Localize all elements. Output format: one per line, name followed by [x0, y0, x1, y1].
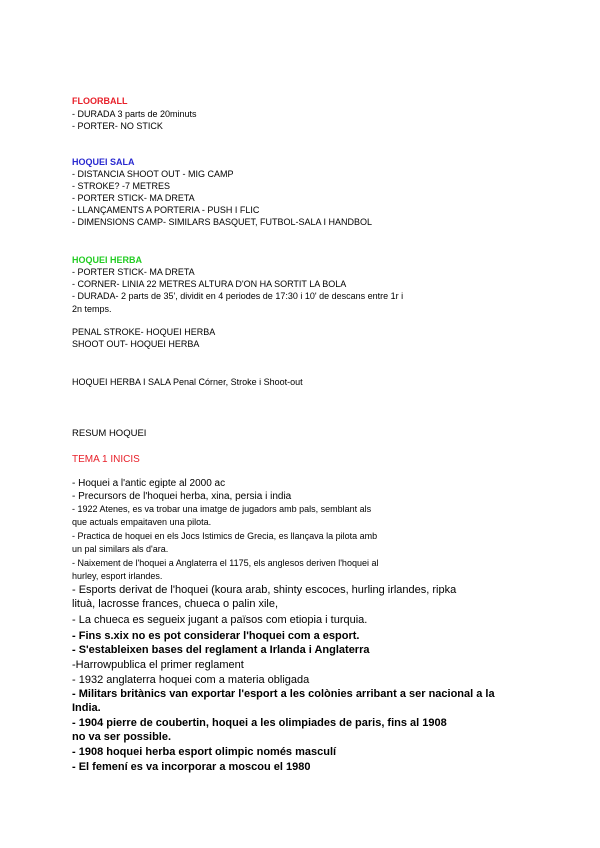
text-line: - DURADA- 2 parts de 35', dividit en 4 periodes de 17:30 i 10' de descans entre 1r i — [72, 291, 404, 301]
text-line: 2n temps. — [72, 304, 112, 314]
text-line: - Fins s.xix no es pot considerar l'hoquei com a esport. — [72, 630, 360, 642]
text-line: - El femení es va incorporar a moscou el 1980 — [72, 761, 311, 773]
text-line: - Hoquei a l'antic egipte al 2000 ac — [72, 478, 226, 489]
text-line: - 1922 Atenes, es va trobar una imatge de jugadors amb pals, semblant als — [72, 504, 372, 514]
text-line: - DISTANCIA SHOOT OUT - MIG CAMP — [72, 169, 234, 179]
text-line: - 1908 hoquei herba esport olimpic només masculí — [72, 746, 337, 758]
text-line: -Harrowpublica el primer reglament — [72, 659, 244, 671]
text-line: - STROKE? -7 METRES — [72, 181, 171, 191]
text-line: - LLANÇAMENTS A PORTERIA - PUSH I FLIC — [72, 205, 260, 215]
section-title-floorball: FLOORBALL — [72, 96, 128, 106]
text-line: - S'estableixen bases del reglament a Irlanda i Anglaterra — [72, 644, 370, 656]
text-line: - Militars britànics van exportar l'esport a les colònies arribant a ser nacional a la — [72, 688, 495, 700]
resum-title: RESUM HOQUEI — [72, 428, 147, 439]
text-line: - La chueca es segueix jugant a països com etiopia i turquia. — [72, 614, 368, 626]
text-line: - PORTER STICK- MA DRETA — [72, 267, 195, 277]
text-line: - Precursors de l'hoquei herba, xina, persia i india — [72, 491, 292, 502]
text-line: - 1904 pierre de coubertin, hoquei a les olimpiades de paris, fins al 1908 — [72, 717, 447, 729]
text-line: - CORNER- LINIA 22 METRES ALTURA D'ON HA SORTIT LA BOLA — [72, 279, 347, 289]
text-line: - 1932 anglaterra hoquei com a materia obligada — [72, 674, 310, 686]
text-line: PENAL STROKE- HOQUEI HERBA — [72, 327, 216, 337]
text-line: - DURADA 3 parts de 20minuts — [72, 109, 197, 119]
text-line: India. — [72, 702, 101, 714]
text-line: - Naixement de l'hoquei a Anglaterra el 1175, els anglesos deriven l'hoquei al — [72, 558, 379, 568]
text-line: hurley, esport irlandes. — [72, 571, 163, 581]
text-line: - PORTER STICK- MA DRETA — [72, 193, 195, 203]
text-line: - DIMENSIONS CAMP- SIMILARS BASQUET, FUTBOL-SALA I HANDBOL — [72, 217, 373, 227]
text-line: - Esports derivat de l'hoquei (koura arab, shinty escoces, hurling irlandes, ripka — [72, 584, 457, 596]
text-line: SHOOT OUT- HOQUEI HERBA — [72, 339, 200, 349]
section-title-hoquei-sala: HOQUEI SALA — [72, 157, 135, 167]
tema-title: TEMA 1 INICIS — [72, 454, 140, 465]
text-line: lituà, lacrosse frances, chueca o palin xile, — [72, 598, 279, 610]
text-line: HOQUEI HERBA I SALA Penal Córner, Stroke i Shoot-out — [72, 377, 303, 387]
text-line: que actuals empaitaven una pilota. — [72, 517, 212, 527]
text-line: un pal similars als d'ara. — [72, 544, 169, 554]
section-title-hoquei-herba: HOQUEI HERBA — [72, 255, 143, 265]
text-line: - PORTER- NO STICK — [72, 121, 163, 131]
text-line: no va ser possible. — [72, 731, 172, 743]
text-line: - Practica de hoquei en els Jocs Istimics de Grecia, es llançava la pilota amb — [72, 531, 378, 541]
